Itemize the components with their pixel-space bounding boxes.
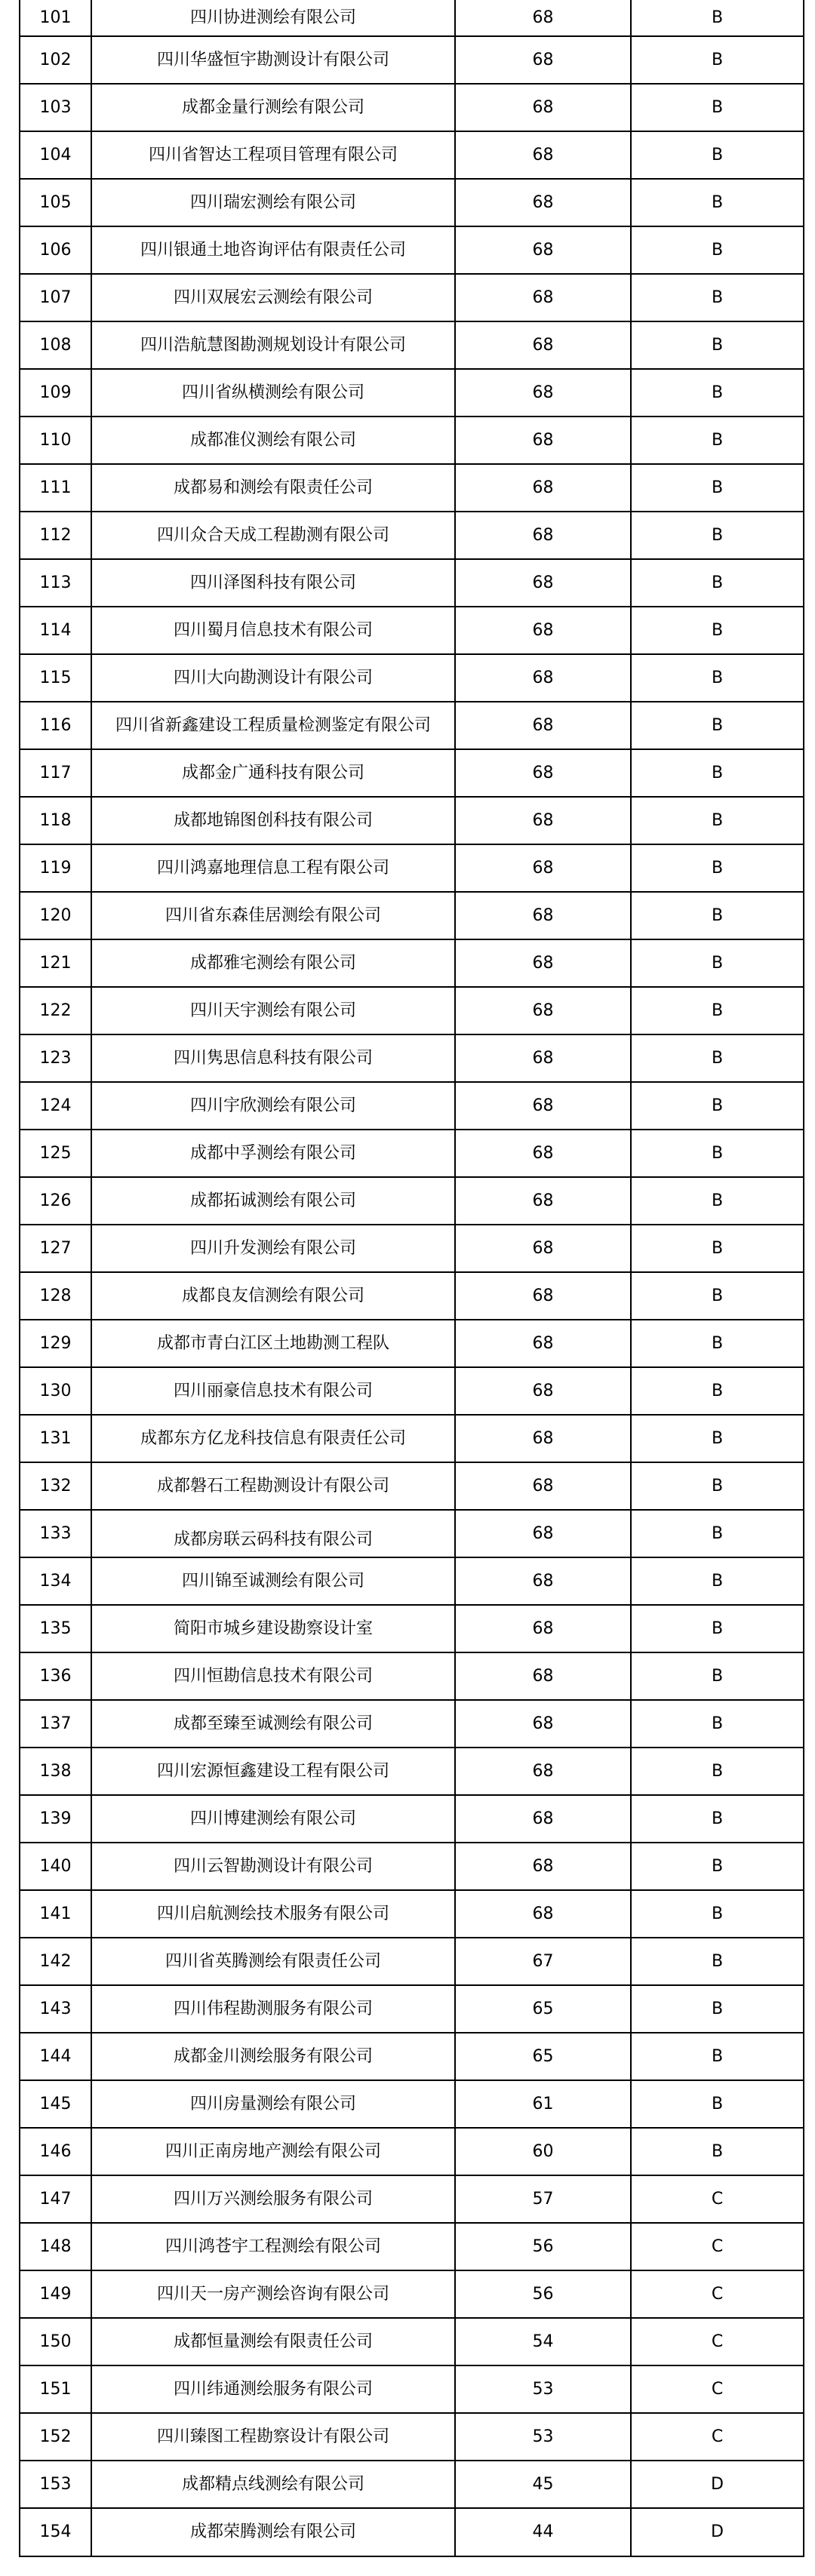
rank-number-cell: 123	[20, 1035, 92, 1081]
score-cell: 68	[456, 1035, 632, 1081]
company-name-cell: 四川华盛恒宇勘测设计有限公司	[92, 37, 456, 83]
score-cell: 68	[456, 1891, 632, 1937]
company-name-cell: 成都金量行测绘有限公司	[92, 85, 456, 131]
table-row	[20, 1653, 803, 1701]
company-name-cell: 四川宇欣测绘有限公司	[92, 1083, 456, 1129]
table-row	[20, 988, 803, 1035]
grade-cell: B	[711, 1523, 724, 1543]
table-row	[20, 1225, 803, 1273]
company-name-cell: 四川省纵横测绘有限公司	[92, 370, 456, 416]
rank-number-cell: 106	[20, 227, 92, 273]
rank-number-cell: 115	[20, 655, 92, 701]
table-row	[20, 465, 803, 512]
table-row	[20, 275, 803, 322]
company-name-cell: 四川银通土地咨询评估有限责任公司	[92, 227, 456, 273]
company-name-cell: 四川泽图科技有限公司	[92, 560, 456, 606]
company-name-cell: 成都良友信测绘有限公司	[92, 1273, 456, 1319]
company-name-cell: 四川纬通测绘服务有限公司	[92, 2366, 456, 2412]
table-row	[20, 37, 803, 85]
company-name-cell: 四川双展宏云测绘有限公司	[92, 275, 456, 321]
grade-cell: B	[711, 1618, 724, 1638]
table-row	[20, 655, 803, 702]
company-name-cell: 成都易和测绘有限责任公司	[92, 465, 456, 511]
grade-cell: D	[711, 2474, 724, 2494]
rank-number-cell: 141	[20, 1891, 92, 1937]
table-row	[20, 845, 803, 893]
grade-cell: B	[711, 192, 724, 212]
grade-cell: C	[711, 2189, 724, 2209]
table-row	[20, 180, 803, 227]
score-cell: 68	[456, 512, 632, 558]
table-row	[20, 1748, 803, 1796]
score-cell: 68	[456, 132, 632, 178]
grade-cell: B	[711, 2046, 724, 2066]
rank-number-cell: 145	[20, 2081, 92, 2127]
score-cell: 68	[456, 940, 632, 986]
company-name-cell: 四川正南房地产测绘有限公司	[92, 2129, 456, 2175]
company-name-cell: 成都中孚测绘有限公司	[92, 1130, 456, 1176]
rank-number-cell: 103	[20, 85, 92, 131]
company-name-cell: 四川大向勘测设计有限公司	[92, 655, 456, 701]
rank-number-cell: 138	[20, 1748, 92, 1794]
company-name-cell: 四川臻图工程勘察设计有限公司	[92, 2414, 456, 2460]
table-row	[20, 0, 803, 37]
company-name-cell: 四川浩航慧图勘测规划设计有限公司	[92, 322, 456, 368]
company-name-cell: 四川鸿苍宇工程测绘有限公司	[92, 2224, 456, 2270]
grade-cell: B	[711, 335, 724, 355]
rank-number-cell: 125	[20, 1130, 92, 1176]
rank-number-cell: 107	[20, 275, 92, 321]
table-row	[20, 1558, 803, 1606]
rank-number-cell: 121	[20, 940, 92, 986]
rank-number-cell: 127	[20, 1225, 92, 1271]
grade-cell: B	[711, 525, 724, 545]
score-cell: 53	[456, 2366, 632, 2412]
company-name-cell: 四川宏源恒鑫建设工程有限公司	[92, 1748, 456, 1794]
rank-number-cell: 111	[20, 465, 92, 511]
company-name-cell: 四川博建测绘有限公司	[92, 1796, 456, 1842]
grade-cell: C	[711, 2332, 724, 2351]
company-name-cell: 四川天一房产测绘咨询有限公司	[92, 2271, 456, 2317]
score-cell: 68	[456, 275, 632, 321]
score-cell: 68	[456, 798, 632, 844]
score-cell: 56	[456, 2271, 632, 2317]
rank-number-cell: 117	[20, 750, 92, 796]
grade-cell: B	[711, 2141, 724, 2161]
rank-number-cell: 124	[20, 1083, 92, 1129]
rank-number-cell: 148	[20, 2224, 92, 2270]
rank-number-cell: 114	[20, 607, 92, 653]
score-cell: 68	[456, 1463, 632, 1509]
grade-cell: B	[711, 1904, 724, 1923]
rank-number-cell: 152	[20, 2414, 92, 2460]
grade-cell: B	[711, 1951, 724, 1971]
score-cell: 61	[456, 2081, 632, 2127]
grade-cell: B	[711, 1571, 724, 1591]
rank-number-cell: 150	[20, 2319, 92, 2365]
grade-cell: B	[711, 905, 724, 925]
rank-number-cell: 143	[20, 1986, 92, 2032]
rank-number-cell: 108	[20, 322, 92, 368]
rank-number-cell: 149	[20, 2271, 92, 2317]
rank-number-cell: 136	[20, 1653, 92, 1699]
grade-cell: B	[711, 1333, 724, 1353]
rank-number-cell: 146	[20, 2129, 92, 2175]
table-row	[20, 132, 803, 180]
company-name-cell: 四川丽豪信息技术有限公司	[92, 1368, 456, 1414]
company-name-cell: 四川省智达工程项目管理有限公司	[92, 132, 456, 178]
grade-cell: B	[711, 1191, 724, 1210]
rank-number-cell: 129	[20, 1320, 92, 1366]
score-cell: 68	[456, 85, 632, 131]
company-name-cell: 四川隽思信息科技有限公司	[92, 1035, 456, 1081]
score-cell: 68	[456, 417, 632, 463]
table-row	[20, 1891, 803, 1938]
company-name-cell: 成都荣腾测绘有限公司	[92, 2509, 456, 2556]
score-cell: 67	[456, 1938, 632, 1984]
score-cell: 68	[456, 1606, 632, 1652]
score-cell: 68	[456, 37, 632, 83]
rank-number-cell: 144	[20, 2033, 92, 2080]
grade-cell: B	[711, 953, 724, 973]
company-name-cell: 四川鸿嘉地理信息工程有限公司	[92, 845, 456, 891]
table-row	[20, 85, 803, 132]
grade-cell: B	[711, 240, 724, 260]
rank-number-cell: 109	[20, 370, 92, 416]
company-name-cell: 四川升发测绘有限公司	[92, 1225, 456, 1271]
score-cell: 60	[456, 2129, 632, 2175]
company-name-cell: 成都金广通科技有限公司	[92, 750, 456, 796]
grade-cell: B	[711, 858, 724, 878]
grade-cell: B	[711, 50, 724, 69]
grade-cell: B	[711, 145, 724, 164]
grade-cell: D	[711, 2522, 724, 2541]
table-row	[20, 1463, 803, 1511]
rank-number-cell: 135	[20, 1606, 92, 1652]
rank-number-cell: 133	[20, 1511, 92, 1557]
table-row	[20, 1320, 803, 1368]
table-row	[20, 2414, 803, 2461]
score-cell: 65	[456, 1986, 632, 2032]
company-name-cell: 四川省英腾测绘有限责任公司	[92, 1938, 456, 1984]
score-cell: 56	[456, 2224, 632, 2270]
table-row	[20, 1701, 803, 1748]
table-row	[20, 893, 803, 940]
grade-cell: B	[711, 430, 724, 450]
company-name-cell: 四川省新鑫建设工程质量检测鉴定有限公司	[92, 702, 456, 749]
company-name-cell: 成都精点线测绘有限公司	[92, 2461, 456, 2507]
grade-cell: B	[711, 1809, 724, 1828]
grade-cell: B	[711, 1856, 724, 1876]
company-name-cell: 四川启航测绘技术服务有限公司	[92, 1891, 456, 1937]
grade-cell: B	[711, 1999, 724, 2018]
company-name-cell: 成都雅宅测绘有限公司	[92, 940, 456, 986]
rank-number-cell: 113	[20, 560, 92, 606]
company-name-cell: 四川锦至诚测绘有限公司	[92, 1558, 456, 1604]
rank-number-cell: 134	[20, 1558, 92, 1604]
rank-number-cell: 112	[20, 512, 92, 558]
rank-number-cell: 122	[20, 988, 92, 1034]
company-name-cell: 成都市青白江区土地勘测工程队	[92, 1320, 456, 1366]
score-cell: 68	[456, 1178, 632, 1224]
score-cell: 54	[456, 2319, 632, 2365]
table-row	[20, 1178, 803, 1225]
grade-cell: B	[711, 763, 724, 782]
table-row	[20, 1368, 803, 1416]
rank-number-cell: 147	[20, 2176, 92, 2222]
table-row	[20, 2271, 803, 2319]
score-cell: 68	[456, 560, 632, 606]
company-name-cell: 四川瑞宏测绘有限公司	[92, 180, 456, 226]
score-cell: 68	[456, 1748, 632, 1794]
table-row	[20, 2509, 803, 2557]
table-row	[20, 1606, 803, 1653]
score-cell: 68	[456, 750, 632, 796]
rank-number-cell: 131	[20, 1416, 92, 1462]
grade-cell: B	[711, 1761, 724, 1781]
score-cell: 68	[456, 1796, 632, 1842]
rank-number-cell: 126	[20, 1178, 92, 1224]
grade-cell: B	[711, 1048, 724, 1068]
rank-number-cell: 118	[20, 798, 92, 844]
table-row	[20, 417, 803, 465]
company-name-cell: 四川蜀月信息技术有限公司	[92, 607, 456, 653]
rank-number-cell: 105	[20, 180, 92, 226]
company-name-cell: 简阳市城乡建设勘察设计室	[92, 1606, 456, 1652]
table-row	[20, 750, 803, 798]
score-cell: 68	[456, 1416, 632, 1462]
company-name-cell: 成都地锦图创科技有限公司	[92, 798, 456, 844]
rank-number-cell: 151	[20, 2366, 92, 2412]
table-row	[20, 1843, 803, 1891]
table-row	[20, 2461, 803, 2509]
table-row	[20, 2319, 803, 2366]
grade-cell: C	[711, 2284, 724, 2304]
company-name-cell: 四川云智勘测设计有限公司	[92, 1843, 456, 1889]
score-cell: 68	[456, 1320, 632, 1366]
rank-number-cell: 116	[20, 702, 92, 749]
grade-cell: C	[711, 2236, 724, 2256]
grade-cell: B	[711, 620, 724, 640]
table-row	[20, 1938, 803, 1986]
score-cell: 68	[456, 988, 632, 1034]
table-row	[20, 1273, 803, 1320]
grade-cell: B	[711, 668, 724, 687]
company-name-cell: 成都东方亿龙科技信息有限责任公司	[92, 1416, 456, 1462]
score-cell: 44	[456, 2509, 632, 2556]
company-name-cell: 成都磐石工程勘测设计有限公司	[92, 1463, 456, 1509]
score-cell: 68	[456, 1273, 632, 1319]
company-name-cell: 成都准仪测绘有限公司	[92, 417, 456, 463]
grade-cell: B	[711, 1143, 724, 1163]
score-cell: 68	[456, 1083, 632, 1129]
table-row	[20, 370, 803, 417]
score-cell: 68	[456, 465, 632, 511]
score-cell: 68	[456, 227, 632, 273]
table-row	[20, 560, 803, 607]
table-row	[20, 227, 803, 275]
company-name-cell: 成都至臻至诚测绘有限公司	[92, 1701, 456, 1747]
grade-cell: B	[711, 573, 724, 592]
score-cell: 68	[456, 1368, 632, 1414]
rank-number-cell: 139	[20, 1796, 92, 1842]
score-cell: 68	[456, 180, 632, 226]
grade-cell: B	[711, 478, 724, 497]
table-row	[20, 1986, 803, 2033]
score-cell: 68	[456, 1701, 632, 1747]
rank-number-cell: 128	[20, 1273, 92, 1319]
rank-number-cell: 142	[20, 1938, 92, 1984]
grade-cell: B	[711, 1476, 724, 1495]
table-row	[20, 2366, 803, 2414]
score-cell: 68	[456, 702, 632, 749]
table-row	[20, 1416, 803, 1463]
table-row	[20, 1511, 803, 1558]
score-cell: 68	[456, 845, 632, 891]
grade-cell: B	[711, 1666, 724, 1686]
grade-cell: B	[711, 1001, 724, 1020]
table-row	[20, 702, 803, 750]
rank-number-cell: 110	[20, 417, 92, 463]
table-row	[20, 1130, 803, 1178]
grade-cell: C	[711, 2427, 724, 2446]
score-cell: 68	[456, 1511, 632, 1557]
grade-cell: B	[711, 1238, 724, 1258]
score-cell: 68	[456, 322, 632, 368]
table-row	[20, 940, 803, 988]
ranking-table	[19, 0, 804, 2557]
company-name-cell: 成都拓诚测绘有限公司	[92, 1178, 456, 1224]
grade-cell: B	[711, 8, 724, 27]
rank-number-cell: 102	[20, 37, 92, 83]
table-row	[20, 2033, 803, 2081]
grade-cell: B	[711, 1381, 724, 1400]
grade-cell: B	[711, 287, 724, 307]
grade-cell: B	[711, 383, 724, 402]
rank-number-cell: 132	[20, 1463, 92, 1509]
grade-cell: C	[711, 2379, 724, 2399]
grade-cell: B	[711, 715, 724, 735]
score-cell: 65	[456, 2033, 632, 2080]
company-name-cell: 成都金川测绘服务有限公司	[92, 2033, 456, 2080]
score-cell: 68	[456, 370, 632, 416]
score-cell: 68	[456, 1130, 632, 1176]
table-row	[20, 798, 803, 845]
company-name-cell: 四川协进测绘有限公司	[92, 0, 456, 35]
company-name-cell: 四川万兴测绘服务有限公司	[92, 2176, 456, 2222]
grade-cell: B	[711, 2094, 724, 2113]
grade-cell: B	[711, 1714, 724, 1733]
score-cell: 68	[456, 0, 632, 35]
score-cell: 57	[456, 2176, 632, 2222]
grade-cell: B	[711, 1286, 724, 1305]
rank-number-cell: 153	[20, 2461, 92, 2507]
score-cell: 45	[456, 2461, 632, 2507]
grade-cell: B	[711, 1428, 724, 1448]
table-row	[20, 2081, 803, 2129]
grade-cell: B	[711, 97, 724, 117]
company-name-cell: 成都恒量测绘有限责任公司	[92, 2319, 456, 2365]
rank-number-cell: 119	[20, 845, 92, 891]
table-row	[20, 1796, 803, 1843]
company-name-cell: 四川房量测绘有限公司	[92, 2081, 456, 2127]
company-name-cell: 四川省东森佳居测绘有限公司	[92, 893, 456, 939]
score-cell: 68	[456, 1225, 632, 1271]
table-row	[20, 2176, 803, 2224]
company-name-cell: 成都房联云码科技有限公司	[92, 1511, 456, 1557]
score-cell: 68	[456, 1558, 632, 1604]
company-name-cell: 四川恒勘信息技术有限公司	[92, 1653, 456, 1699]
table-row	[20, 1035, 803, 1083]
table-row	[20, 322, 803, 370]
score-cell: 68	[456, 1843, 632, 1889]
rank-number-cell: 104	[20, 132, 92, 178]
table-row	[20, 607, 803, 655]
rank-number-cell: 120	[20, 893, 92, 939]
table-row	[20, 2129, 803, 2176]
table-row	[20, 1083, 803, 1130]
score-cell: 68	[456, 1653, 632, 1699]
company-name-cell: 四川众合天成工程勘测有限公司	[92, 512, 456, 558]
company-name-cell: 四川天宇测绘有限公司	[92, 988, 456, 1034]
score-cell: 68	[456, 893, 632, 939]
rank-number-cell: 154	[20, 2509, 92, 2556]
rank-number-cell: 101	[20, 0, 92, 35]
score-cell: 68	[456, 607, 632, 653]
table-row	[20, 512, 803, 560]
rank-number-cell: 137	[20, 1701, 92, 1747]
grade-cell: B	[711, 1096, 724, 1115]
table-row	[20, 2224, 803, 2271]
score-cell: 53	[456, 2414, 632, 2460]
grade-cell: B	[711, 810, 724, 830]
company-name-cell: 四川伟程勘测服务有限公司	[92, 1986, 456, 2032]
rank-number-cell: 130	[20, 1368, 92, 1414]
rank-number-cell: 140	[20, 1843, 92, 1889]
score-cell: 68	[456, 655, 632, 701]
